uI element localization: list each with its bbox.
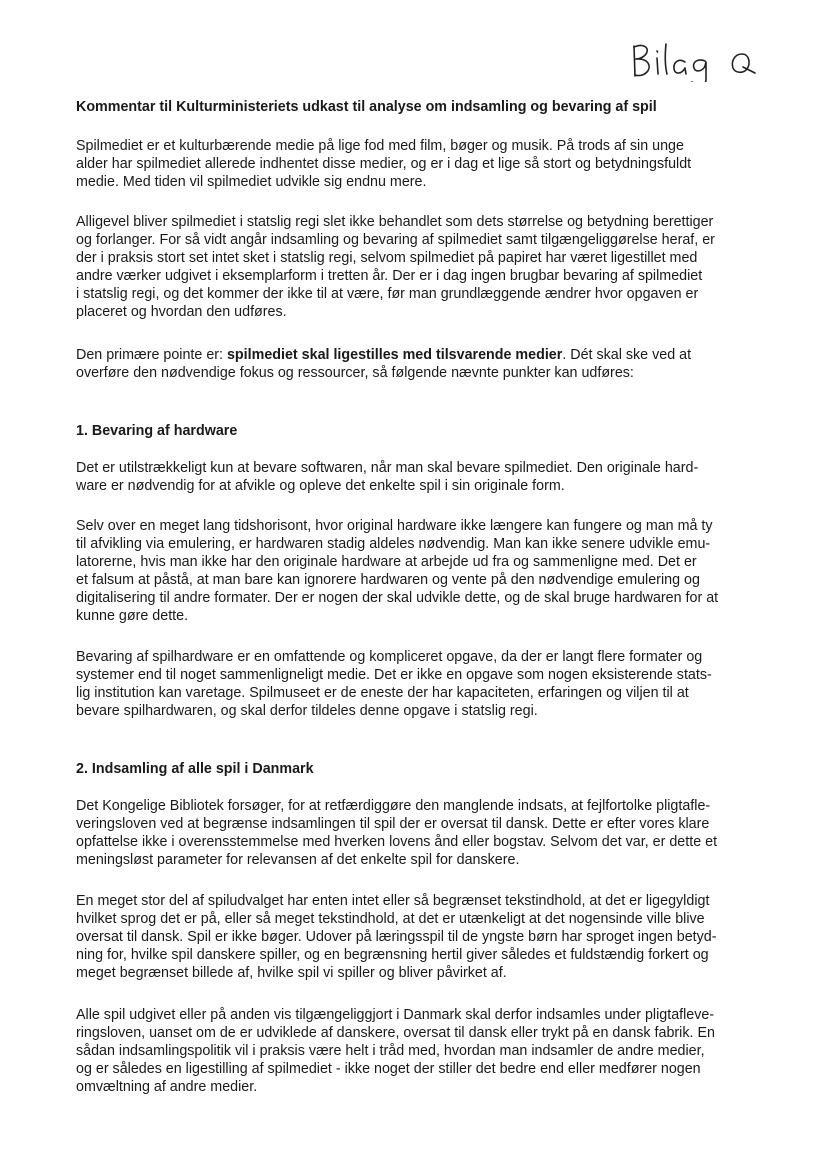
- text-line: medie. Med tiden vil spilmediet udvikle sig endnu mere.: [76, 174, 427, 190]
- text-line: ringsloven, uanset om de er udviklede af danskere, oversat til dansk eller trykt på en dansk fabrik. En: [76, 1025, 715, 1041]
- section-1-paragraph-1: [76, 459, 766, 495]
- text-line: latorerne, hvis man ikke har den originale hardware at arbejde ud fra og sammenligne med. Det er: [76, 554, 697, 570]
- section-2-paragraph-2: [76, 892, 766, 982]
- text-line: lig institution kan varetage. Spilmuseet er de eneste der har kapaciteten, erfaringen og viljen til at: [76, 685, 689, 701]
- text-line: i statslig regi, og det kommer der ikke til at være, før man grundlæggende ændrer hvor opgaven er: [76, 286, 699, 302]
- text-line: systemer end til noget sammenligneligt medie. Det er ikke en opgave som nogen eksisterende stats-: [76, 667, 712, 683]
- text-line: placeret og hvordan den udføres.: [76, 304, 287, 320]
- text-line: Bevaring af spilhardware er en omfattende og kompliceret opgave, da der er langt flere formater og: [76, 649, 703, 665]
- section-1-paragraph-3: [76, 648, 766, 720]
- text-line: En meget stor del af spiludvalget har enten intet eller så begrænset tekstindhold, at det er ligegyldigt: [76, 893, 710, 909]
- section-heading-hardware: 1. Bevaring af hardware: [76, 423, 238, 439]
- text-line: sådan indsamlingspolitik vil i praksis være helt i tråd med, hvordan man indsamler de andre medier,: [76, 1043, 705, 1059]
- text-line: andre værker udgivet i eksemplarform i tretten år. Der er i dag ingen brugbar bevaring af spilmediet: [76, 268, 703, 284]
- text-line: Selv over en meget lang tidshorisont, hvor original hardware ikke længere kan fungere og man må ty: [76, 518, 713, 534]
- text-line: Alle spil udgivet eller på anden vis tilgængeliggjort i Danmark skal derfor indsamles under pligtafleve-: [76, 1007, 715, 1023]
- key-point-prefix: Den primære pointe er:: [76, 347, 227, 363]
- intro-paragraph-1: [76, 137, 766, 191]
- key-point-suffix: . Dét skal ske ved at: [562, 347, 692, 363]
- text-line: Alligevel bliver spilmediet i statslig regi slet ikke behandlet som dets størrelse og betydning berettiger: [76, 214, 714, 230]
- text-line: Det er utilstrækkeligt kun at bevare softwaren, når man skal bevare spilmediet. Den originale hard-: [76, 460, 699, 476]
- handwritten-annotation: [630, 40, 780, 82]
- text-line: ning for, hvilke spil danskere spiller, og en begrænsning hertil giver således et fuldstændig forkert og: [76, 947, 709, 963]
- text-line: til afvikling via emulering, er hardwaren stadig aldeles nødvendig. Man kan ikke senere udvikle emu-: [76, 536, 711, 552]
- text-line: overføre den nødvendige fokus og ressourcer, så følgende nævnte punkter kan udføres:: [76, 365, 634, 381]
- text-line: Spilmediet er et kulturbærende medie på lige fod med film, bøger og musik. På trods af sin unge: [76, 138, 684, 154]
- text-line: [76, 346, 766, 364]
- text-line: oversat til dansk. Spil er ikke bøger. Udover på læringsspil til de yngste børn har sproget ingen betyd-: [76, 929, 717, 945]
- text-line: hvilket sprog det er på, eller så meget tekstindhold, at det er utænkeligt at det nogensinde ville blive: [76, 911, 705, 927]
- text-line: og er således en ligestilling af spilmediet - ikke noget der stiller det bedre end eller medfører nogen: [76, 1061, 701, 1077]
- text-line: et falsum at påstå, at man bare kan ignorere hardwaren og vente på den nødvendige emulering og: [76, 572, 700, 588]
- page-title: Kommentar til Kulturministeriets udkast til analyse om indsamling og bevaring af spil: [76, 99, 657, 115]
- text-line: opfattelse ikke i overensstemmelse med hverken lovens ånd eller bogstav. Selvom det var, er dette et: [76, 834, 718, 850]
- text-line: kunne gøre dette.: [76, 608, 189, 624]
- text-line: og forlanger. For så vidt angår indsamling og bevaring af spilmediet samt tilgængeliggørelse heraf, er: [76, 232, 715, 248]
- section-1-paragraph-2: [76, 517, 766, 625]
- text-line: Det Kongelige Bibliotek forsøger, for at retfærdiggøre den manglende indsats, at fejlfortolke pligtafle-: [76, 798, 711, 814]
- section-2-paragraph-3: [76, 1006, 766, 1096]
- text-line: der i praksis stort set intet sket i statslig regi, selvom spilmediet på papiret har været ligestillet med: [76, 250, 698, 266]
- text-line: veringsloven ved at begrænse indsamlingen til spil der er oversat til dansk. Dette er efter vores klare: [76, 816, 710, 832]
- text-line: ware er nødvendig for at afvikle og opleve det enkelte spil i sin originale form.: [76, 478, 565, 494]
- text-line: alder har spilmediet allerede indhentet disse medier, og er i dag et lige så stort og betydningsfuldt: [76, 156, 692, 172]
- section-2-paragraph-1: [76, 797, 766, 869]
- key-point-paragraph: [76, 346, 766, 382]
- intro-paragraph-2: [76, 213, 766, 321]
- text-line: omvæltning af andre medier.: [76, 1079, 258, 1095]
- text-line: meningsløst parameter for relevansen af det enkelte spil for danskere.: [76, 852, 520, 868]
- section-heading-collection: 2. Indsamling af alle spil i Danmark: [76, 761, 314, 777]
- text-line: meget begrænset billede af, hvilke spil vi spiller og bliver påvirket af.: [76, 965, 507, 981]
- key-point-bold: spilmediet skal ligestilles med tilsvarende medier: [226, 347, 563, 363]
- handwritten-bilag-q-drawing: [630, 40, 780, 82]
- text-line: digitalisering til andre formater. Der er nogen der skal udvikle dette, og de skal bruge hardwaren for at: [76, 590, 719, 606]
- text-line: bevare spilhardwaren, og skal derfor tildeles denne opgave i statslig regi.: [76, 703, 538, 719]
